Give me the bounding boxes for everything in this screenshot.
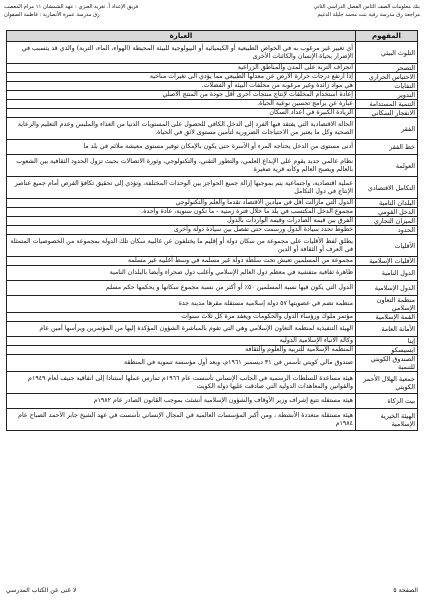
term-cell: الدول النامية [356,266,418,281]
term-cell: الاحتباس الحراري [356,73,418,82]
column-header-term: المفهوم [356,31,418,42]
table-row [7,42,418,64]
term-cell: خط الفقر [356,140,418,155]
term-cell: الأمانة العامة [356,322,418,337]
table-row [7,208,418,217]
table-row [7,322,418,337]
definition-cell: نظام عالمي جديد يقوم على الإبداع العلمي، والتطور التقني، والتكنولوجي، وثورة الاتصالات بحيث تزول الحدود الثقافية بين الشعوب بالعالم ويصبح العالم وكأنه قرية صغيرة [7,155,356,177]
term-cell: الفقر [356,118,418,140]
header-line-2 [4,12,420,20]
definition-cell: هيئة مساعدة للسلطات الرسمية في الجانب الإنساني تأسست عام ١٩٦٦م تمارس عملها استنادا إلى اتفاقية جنيف لعام ١٩٤٩م والقوانين والمعاهدات الدولية التي صادقت عليها دولة الكويت [7,372,356,394]
definition-cell: الدول التي يكون فيها نسبة المسلمين ٥٠٪ أو أكثر من نسبة مجموع سكانها و يحكمها حكم مسلم [7,281,356,296]
table-row [7,235,418,257]
definition-cell: هيئة مستقلة تتبع إشراف وزير الأوقاف والشؤون الإسلامية أنشئت بموجب القانون الصادر عام ١٩٨٢م [7,394,356,409]
definition-cell: إذا ارتفع درجات حرارة الأرض عن معدلها الطبيعي مما يؤدي الى تغيرات مناخية [7,73,356,82]
definition-cell: الزيادة الكبيرة في أعداد السكان [7,109,356,118]
table-row [7,217,418,226]
term-cell: النفايات [356,82,418,91]
definition-cell: أدنى مستوى من الدخل يحتاجه المرء أو الأسرة حتى يكون بالإمكان توفير مستوى معيشة ملائم في بلد ما [7,140,356,155]
table-row [7,281,418,296]
term-cell: التلوث البيئي [356,42,418,64]
table-row [7,100,418,109]
term-cell: منظمة التعاون الإسلامي [356,296,418,313]
term-cell: القمة الإسلامية [356,313,418,322]
table-row [7,64,418,73]
column-header-definition: العبارة [7,31,356,42]
term-cell: ايسيسكو [356,346,418,355]
definition-cell: هيئة مستقلة متعددة الأنشطة ، ومن أكبر المؤسسات العالمية في المجال الإنساني تأسست في عهد الشيخ جابر الأحمد الصباح عام ١٩٨٤م [7,409,356,431]
table-row [7,337,418,346]
definition-cell: الدول التي مازالت أقل في ميادين الاقتصاد تقدما والعلم والتكنولوجي [7,199,356,208]
term-cell: الهيئة الخيرية الإسلامية [356,409,418,431]
definition-cell: خطوط تحدد سيادة الدول ورسمت حتى تفصل بين سيادة دولة وأخرى [7,226,356,235]
table-row [7,155,418,177]
term-cell: بيت الزكاة [356,394,418,409]
term-cell: البلدان النامية [356,199,418,208]
header-review: مراجعة رق مدرسة رقية بنت محمد جليلة الدغيم [317,11,420,18]
definition-cell: مجموع الدخل المكتسب في بلد ما خلال فترة زمنية - ما تكون سنوية، عادة واحدة. [7,208,356,217]
page-footer [6,584,418,596]
term-cell: الدخل القومي [356,208,418,217]
table-body [7,42,418,431]
term-cell: التصحر [356,64,418,73]
table-row [7,313,418,322]
header-school: رق مدرسة عمرة الأنصارية : فاطمة الصفوان [4,11,100,18]
definition-cell: أي تغيير غير مرغوب به في الخواص الطبيعية أو الكيميائية أو البيولوجية للبيئة المحيطة (الهواء، الماء، التربة) والذي قد يتسبب في الإضرار بحياة الإنسان والكائنات الأخرى [7,42,356,64]
header-line-1 [4,4,420,12]
table-row [7,118,418,140]
table-row [7,140,418,155]
definition-cell: مجموعة من المسلمين تعيش تحت سلطة دولة غير مسلمة في وسط أغلبية غير مسلمة [7,257,356,266]
table-row [7,91,418,100]
table-row [7,372,418,394]
term-cell: الميزان التجاري [356,217,418,226]
term-cell: التنمية المستدامة [356,100,418,109]
header-team: فريق الإعداد أ. تغريد العنزي : عهد الشمشان ١١ مرام المعصب [4,4,139,10]
definition-cell: وكالة الأنباء الإسلامية الدولية [7,337,356,346]
definition-cell: عبارة عن برامج تحسين نوعية الحياة. [7,100,356,109]
term-cell: إينا [356,337,418,346]
definition-cell: الهيئة التنفيذية لمنظمة التعاون الإسلامي وهي التي تقوم بالمباشرة الشؤون المؤكدة إليها من المؤتمرين ويرأسها أمين عام [7,322,356,337]
definition-cell: الحالة الاقتصادية التي يفتقد فيها الفرد إلى الدخل الكافي للحصول على المستويات الدنيا من الغذاء والملبس وعدم التعليم والرعاية الصحية وكل ما يعتبر من الاحتياجات الضرورية لتأمين مستوى لائق في الحياة. [7,118,356,140]
header-title: بنك معلومات الصف الثامن الفصل الدراسي الثاني [313,4,420,10]
definition-cell: هي مواد زائدة وغير مرغوبة من مخلفات البيئة أو الفضلات. [7,82,356,91]
definition-cell: إعادة استخدام المخلفات لإنتاج منتجات أخرى أقل جودة من المنتج الأصلي [7,91,356,100]
term-cell: الصندوق الكويتي للتنمية [356,355,418,372]
term-cell: جمعية الهلال الأحمر الكويتي [356,372,418,394]
term-cell: التدوير [356,91,418,100]
table-row [7,73,418,82]
term-cell: التكامل الاقتصادي [356,177,418,199]
footer-note: لا غنى عن الكتاب المدرسي [6,586,77,594]
table-row [7,109,418,118]
definition-cell: يطلق لفظ الأقليات على مجموعة من سكان دولة أو إقليم ما يختلفون عن غالبية سكان تلك الدولة بمجموعة من الخصوصيات المتمثلة في العرف أو الثقافة أو الدين [7,235,356,257]
term-cell: العولمة [356,155,418,177]
term-cell: الانفجار السكاني [356,109,418,118]
glossary-table [6,30,418,431]
table-row [7,394,418,409]
table-row [7,257,418,266]
definition-cell: المنظمة الإسلامية للتربية والعلوم والثقافة [7,346,356,355]
definition-cell: ظاهرة ثقافية متفشية في معظم دول العالم الإسلامي وأغلب دول صحراء وأيضا بالبلدان النامية [7,266,356,281]
term-cell: الدول الإسلامية [356,281,418,296]
table-row [7,346,418,355]
table-row [7,177,418,199]
table-header-row [7,31,418,42]
definition-cell: عملية اقتصادية، واجتماعية يتم بموجبها إزالة جميع الحواجز بين الوحدات المختلفة، وتؤدي إلى تحقيق تكافؤ الفرص أمام جميع عناصر الإنتاج في دول التكامل [7,177,356,199]
table-row [7,82,418,91]
table-row [7,226,418,235]
table-row [7,266,418,281]
term-cell: الأقليات [356,235,418,257]
definition-cell: مؤتمر ملوك ورؤساء الدول والحكومات ويعقد مرة كل ثلاث سنوات [7,313,356,322]
definition-cell: صندوق مالي كويتي تأسس في ٣١ ديسمبر ١٩٦١م، ويعد أول مؤسسة تنموية في المنطقة [7,355,356,372]
page-number: الصفحة ٥ [393,586,418,594]
definition-cell: منظمة تضم في عضويتها ٥٧ دولة إسلامية مستقلة مقرها مدينة جدة [7,296,356,313]
page-header [4,4,420,28]
definition-cell: انجراف التربة على المدن والمناطق الزراعية [7,64,356,73]
definition-cell: الفرق بين قيمة الصادرات وقيمة الواردات بالدول [7,217,356,226]
table-row [7,296,418,313]
table-row [7,199,418,208]
term-cell: الحدود [356,226,418,235]
term-cell: الأقليات الإسلامية [356,257,418,266]
table-row [7,355,418,372]
table-row [7,409,418,431]
